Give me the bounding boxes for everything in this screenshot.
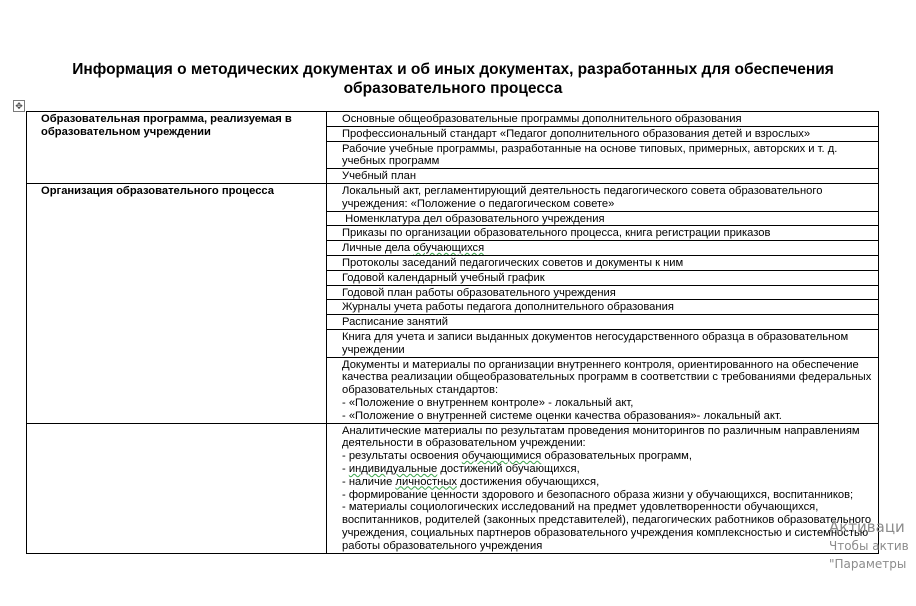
table-row [27,423,879,553]
category-program-label: Образовательная программа, реализуемая в образовательном учреждении [41,113,292,138]
table-cell: Протоколы заседаний педагогических советов и документы к ним [327,255,879,270]
analytics-item: - материалы социологических исследований на предмет удовлетворенности обучающихся, воспитанников, родителей (законных представителей), педагогических работников образовательного учреждения, социальных партнеров образовательного учреждения комплексностью и системностью работы образовательного учреждения [342,501,872,552]
table-cell: Номенклатура дел образовательного учреждения [327,211,879,226]
cell-text: - наличие [342,475,396,488]
spellcheck-marked-word: обучающихся [413,242,485,255]
control-intro: Документы и материалы по организации внутреннего контроля, ориентированного на обеспечение качества реализации общеобразовательных программ в соответствии с требованиями федеральных образовательных стандартов: [342,358,872,397]
category-organization-label: Организация образовательного процесса [41,184,274,197]
control-item: - «Положение о внутреннем контроле» - локальный акт, [342,396,634,409]
table-cell [327,357,879,423]
category-organization-cell [27,183,327,423]
cell-text: - результаты освоения [342,450,462,463]
table-cell: Годовой план работы образовательного учреждения [327,285,879,300]
cell-text: достижений обучающихся, [437,462,580,475]
watermark-line-1: Активаци [829,518,905,536]
move-cross-icon[interactable]: ✥ [13,100,25,112]
watermark-line-3: "Параметры [829,557,907,571]
watermark-line-2: Чтобы актив [829,539,909,553]
table-cell [327,241,879,256]
table-cell: Приказы по организации образовательного процесса, книга регистрации приказов [327,226,879,241]
table-cell: Учебный план [327,169,879,184]
title-line-1: Информация о методических документах и об иных документах, разработанных для обеспечения [72,61,834,78]
cell-text: достижения обучающихся, [456,475,600,488]
spellcheck-marked-word: личностных [395,475,457,488]
table-cell: Рабочие учебные программы, разработанные на основе типовых, примерных, авторских и т. д. учебных программ [327,141,879,169]
table-cell: Журналы учета работы педагога дополнительного образования [327,300,879,315]
cell-text: Личные дела [342,242,414,255]
activation-watermark [829,517,909,573]
empty-category-cell [27,423,327,553]
table-row [27,183,879,211]
documents-table [26,111,879,554]
table-cell [327,423,879,553]
table-row [27,112,879,127]
cell-text: образовательных программ, [541,450,692,463]
spellcheck-marked-word: обучающимися [461,450,542,463]
table-cell: Годовой календарный учебный график [327,270,879,285]
table-cell: Локальный акт, регламентирующий деятельность педагогического совета образовательного учреждения: «Положение о педагогическом совете» [327,183,879,211]
category-program-cell [27,112,327,184]
table-cell: Основные общеобразовательные программы дополнительного образования [327,112,879,127]
analytics-item [342,476,874,489]
analytics-item: - формирование ценности здорового и безопасного образа жизни у обучающихся, воспитанников; [342,488,854,501]
table-cell: Книга для учета и записи выданных документов негосударственного образца в образовательном учреждении [327,329,879,357]
control-item: - «Положение о внутренней системе оценки качества образования»- локальный акт. [342,409,782,422]
cell-text: - [342,462,349,475]
table-cell: Расписание занятий [327,315,879,330]
analytics-item [342,463,874,476]
document-title [30,60,876,98]
analytics-item [342,450,874,463]
analytics-intro: Аналитические материалы по результатам проведения мониторингов по различным направлениям деятельности в образовательном учреждении: [342,424,860,450]
title-line-2: образовательного процесса [343,80,563,97]
spellcheck-marked-word: индивидуальные [348,462,438,475]
table-cell: Профессиональный стандарт «Педагог дополнительного образования детей и взрослых» [327,126,879,141]
